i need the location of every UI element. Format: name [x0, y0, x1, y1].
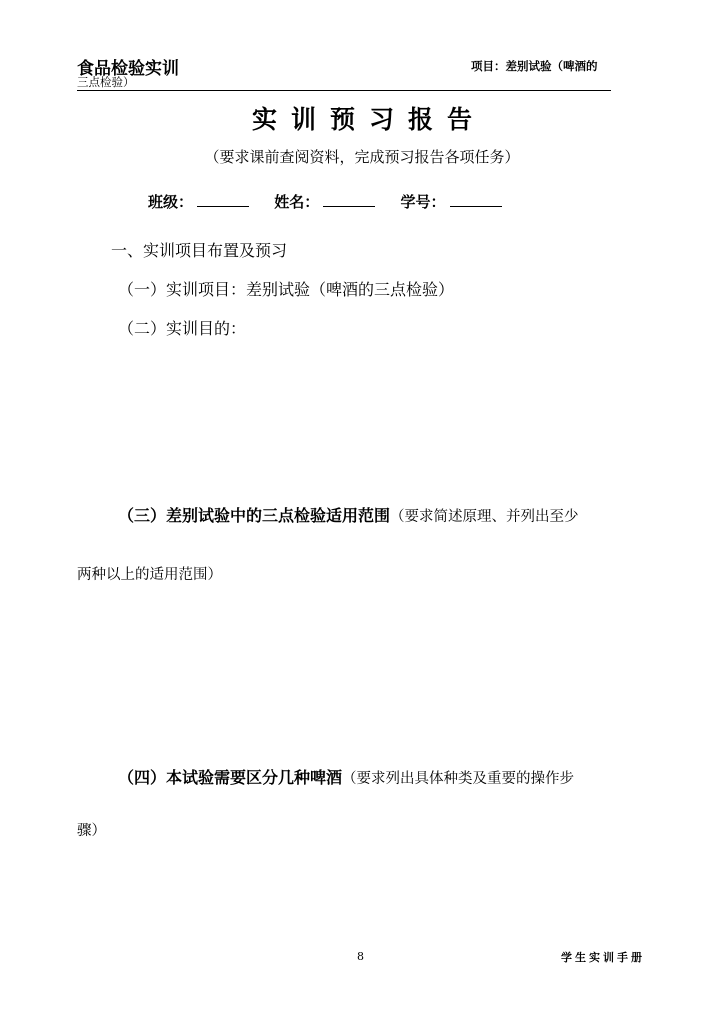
name-blank[interactable]	[323, 192, 375, 207]
project-title-continued: 三点检验）	[77, 75, 135, 89]
course-title: 食品检验实训	[77, 59, 179, 79]
section-project: （一）实训项目：差别试验（啤酒的三点检验）	[118, 280, 455, 299]
footer-brand: 学生实训手册	[561, 951, 645, 964]
header-rule	[77, 90, 611, 91]
student-id-blank[interactable]	[450, 192, 502, 207]
section-beer-types-hint-continued: 骤）	[77, 823, 106, 839]
student-id-field	[401, 191, 502, 212]
student-id-label: 学号：	[400, 193, 446, 211]
section-objective: （二）实训目的：	[118, 319, 247, 338]
section-scope-heading: （三）差别试验中的三点检验适用范围	[118, 506, 391, 525]
class-label: 班级：	[148, 193, 194, 211]
section-beer-types	[118, 765, 574, 788]
section-scope-hint: （要求简述原理、并列出至少	[390, 509, 579, 525]
page-title: 实训预习报告	[251, 105, 486, 134]
student-info-fields	[148, 191, 522, 212]
class-blank[interactable]	[197, 192, 249, 207]
class-field	[148, 191, 249, 212]
section-beer-types-heading: （四）本试验需要区分几种啤酒	[118, 768, 343, 787]
section-heading-1: 一、实训项目布置及预习	[111, 241, 288, 260]
project-title: 项目：差别试验（啤酒的	[471, 59, 598, 73]
section-scope	[118, 503, 579, 526]
section-scope-hint-continued: 两种以上的适用范围）	[77, 567, 222, 583]
page-number: 8	[357, 950, 364, 963]
section-beer-types-hint: （要求列出具体种类及重要的操作步	[342, 771, 575, 787]
name-field	[274, 191, 375, 212]
instructions-note: （要求课前查阅资料，完成预习报告各项任务）	[204, 148, 520, 166]
name-label: 姓名：	[274, 193, 320, 211]
